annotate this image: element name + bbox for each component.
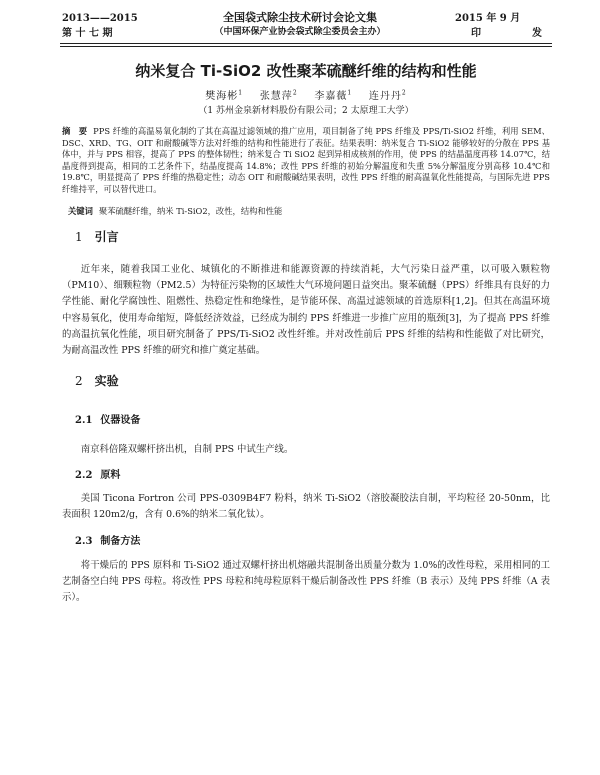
author-list <box>60 87 552 102</box>
header-print-label-2: 发 <box>532 28 542 39</box>
keywords-text: 聚苯硫醚纤维，纳米 Ti-SiO2，改性，结构和性能 <box>98 206 283 216</box>
section-heading-experiment <box>75 372 119 389</box>
author-name: 张慧萍 <box>259 91 293 102</box>
paper-title: 纳米复合 Ti-SiO2 改性聚苯硫醚纤维的结构和性能 <box>135 62 477 80</box>
subsection-heading-equipment <box>75 411 140 426</box>
author-name: 樊海彬 <box>205 91 239 102</box>
author-mark: 1 <box>347 89 353 97</box>
header-rule <box>60 43 552 44</box>
header-left <box>62 11 138 41</box>
abstract-text: PPS 纤维的高温易氧化制约了其在高温过滤领域的推广应用，项目制备了纯 PPS 纤维及 PPS/Ti-SiO2 纤维，利用 SEM、DSC、XRD、TG、OIT 和耐酸碱等方法对纤维的结构和性能进行了表征。结果表明：纳米复合 Ti-SiO2 能够较好的分散在 PPS 基体中，并与 PPS 相容，提高了 PPS 的整体韧性；纳米复合 Ti SiO2 起到异相成核剂的作用，使 PPS 的结晶温度再移 14.07℃，结晶度得到提高，相同的工艺条件下，结晶度提高 14.8%；改性 PPS 纤维的初始分解温度和失重 5%分解温度分别高移 10.4℃和 19.8℃，明显提高了 PPS 纤维的热稳定性；动态 OIT 和耐酸碱结果表明，改性 PPS 纤维的耐高温氧化性能提高，与国际先进 PPS 纤维持平，可以替代进口。 <box>62 126 550 194</box>
header-date: 2015 年 9 月 <box>455 13 521 24</box>
author-mark: 1 <box>238 89 244 97</box>
author-mark: 2 <box>401 89 407 97</box>
section-number: 2 <box>75 374 83 388</box>
subsection-heading-method <box>75 532 140 547</box>
section-number: 1 <box>75 230 83 244</box>
subsection-title: 仪器设备 <box>100 415 141 426</box>
method-paragraph: 将干燥后的 PPS 原料和 Ti-SiO2 通过双螺杆挤出机熔融共混制备出质量分数为 1.0%的改性母粒，采用相同的工艺制备空白纯 PPS 母粒。将改性 PPS 母粒和纯母粒原料干燥后制备改性 PPS 纤维（B 表示）及纯 PPS 纤维（A 表示）。 <box>62 560 550 604</box>
materials-paragraph: 美国 Ticona Fortron 公司 PPS-0309B4F7 粉料，纳米 Ti-SiO2（溶胶凝胶法自制，平均粒径 20-50nm，比表面积 120m2/g，含有 0.6%的纳米二氧化钛）。 <box>62 493 550 521</box>
header-right <box>455 11 550 41</box>
section-heading-intro <box>75 228 119 245</box>
section-title: 引言 <box>94 230 119 244</box>
subsection-number: 2.3 <box>75 536 93 547</box>
header-center <box>180 11 420 39</box>
header-rule-thin <box>60 46 552 47</box>
equipment-paragraph: 南京科倍隆双螺杆挤出机，自制 PPS 中试生产线。 <box>80 444 294 455</box>
subsection-number: 2.1 <box>75 415 93 426</box>
affiliation: （1 苏州金泉新材料股份有限公司；2 太原理工大学） <box>198 106 414 116</box>
subsection-number: 2.2 <box>75 470 93 481</box>
subsection-title: 制备方法 <box>100 536 141 547</box>
header-years: 2013——2015 <box>62 13 138 24</box>
intro-paragraph: 近年来，随着我国工业化、城镇化的不断推进和能源资源的持续消耗，大气污染日益严重，以可吸入颗粒物（PM10）、细颗粒物（PM2.5）为特征污染物的区域性大气环境问题日益突出。聚苯硫醚（PPS）纤维具有良好的力学性能、耐化学腐蚀性、阻燃性、热稳定性和绝缘性，是节能环保、高温过滤领域的首选原料[1,2]。但其在高温环境中容易氧化，使用寿命缩短，降低经济效益，已经成为制约 PPS 纤维进一步推广应用的瓶颈[3]，为了提高 PPS 纤维的高温抗氧化性能，项目研究制备了 PPS/Ti-SiO2 改性纤维。并对改性前后 PPS 纤维的结构和性能做了对比研究，为耐高温改性 PPS 纤维的研究和推广奠定基础。 <box>62 264 550 357</box>
journal-organizer: （中国环保产业协会袋式除尘委员会主办） <box>214 27 386 37</box>
subsection-heading-materials <box>75 466 120 481</box>
subsection-title: 原料 <box>100 470 121 481</box>
keywords-label: 关键词 <box>68 206 93 216</box>
author-name: 连丹丹 <box>368 91 402 102</box>
abstract-label: 摘 要 <box>62 126 88 136</box>
author-mark: 2 <box>292 89 298 97</box>
header-print-label-1: 印 <box>471 28 481 39</box>
author-name: 李嘉薇 <box>314 91 348 102</box>
keywords <box>68 206 548 217</box>
abstract <box>62 126 550 196</box>
section-title: 实验 <box>94 374 119 388</box>
journal-title: 全国袋式除尘技术研讨会论文集 <box>223 11 377 24</box>
header-issue: 第 十 七 期 <box>62 28 113 39</box>
